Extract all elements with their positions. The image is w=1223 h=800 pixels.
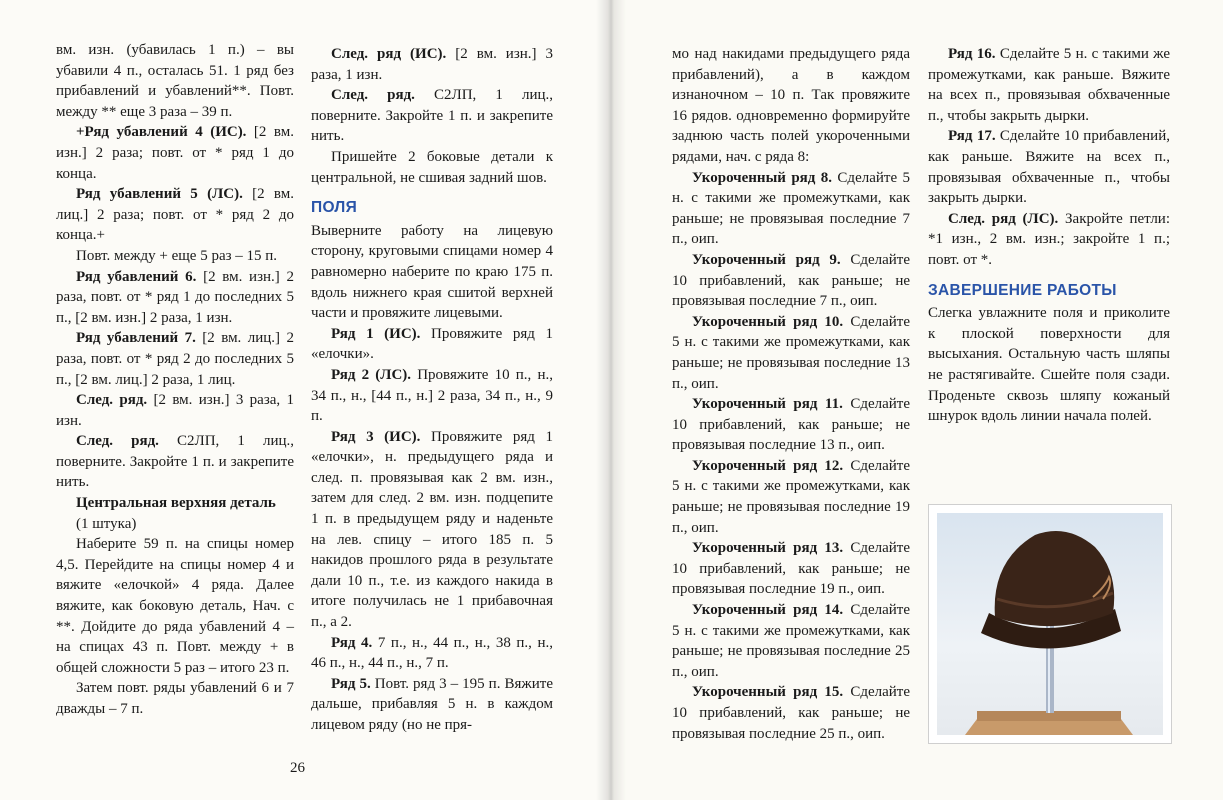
hat-photo <box>937 513 1163 735</box>
row-label: Ряд 3 (ИС). <box>331 428 421 445</box>
row-label: Укороченный ряд 13. <box>692 540 844 557</box>
row-label: След. ряд (ЛС). <box>948 210 1059 227</box>
paragraph: Слегка увлажните поля и приколите к плоской поверхности для высыхания. Остальную часть шляпы не растягивайте. Сшейте поля сзади. Проденьте сквозь шляпу кожаный шнурок вдоль линии начала полей. <box>928 305 1170 425</box>
row-label: +Ряд убавлений 4 (ИС). <box>76 124 247 141</box>
left-page-column-1 <box>56 40 294 720</box>
paragraph <box>672 538 910 600</box>
row-label: След. ряд. <box>331 87 415 104</box>
row-text: [2 вм. изн.] 3 раза, 1 изн. <box>311 46 553 83</box>
paragraph <box>56 328 294 390</box>
book-gutter <box>596 0 626 800</box>
section-subtitle: Центральная верхняя деталь <box>76 495 276 512</box>
paragraph <box>56 184 294 246</box>
row-text: Провяжите ряд 1 «елочки». <box>311 325 553 363</box>
row-text: Сделайте 5 н. с такими же промежутками, как раньше; не провязывая последние 25 п., оип. <box>672 602 910 680</box>
row-label: Ряд убавлений 5 (ЛС). <box>76 186 243 203</box>
row-text: Повт. ряд 3 – 195 п. Вяжите дальше, прибавляя 5 н. в каждом лицевом ряду (но не пря- <box>311 675 553 733</box>
paragraph: Затем повт. ряды убавлений 6 и 7 дважды – 7 п. <box>56 680 294 717</box>
paragraph <box>672 250 910 312</box>
paragraph <box>311 427 553 633</box>
row-label: Укороченный ряд 11. <box>692 396 843 413</box>
paragraph <box>311 365 553 427</box>
paragraph <box>311 674 553 736</box>
row-text: [2 вм. изн.] 3 раза, 1 изн. <box>56 392 295 429</box>
hat-crown <box>995 531 1115 626</box>
section-subtitle-note: (1 штука) <box>76 515 137 532</box>
row-label: След. ряд. <box>76 392 148 409</box>
row-text: Сделайте 5 н. с такими же промежутками, как раньше; не провязывая последние 19 п., оип. <box>672 457 910 536</box>
row-label: Укороченный ряд 10. <box>692 313 844 330</box>
row-text: 7 п., н., 44 п., н., 38 п., н., 46 п., н., 44 п., н., 7 п. <box>311 634 553 672</box>
row-label: Укороченный ряд 12. <box>692 457 844 474</box>
section-heading-brim: ПОЛЯ <box>311 199 358 217</box>
row-text: Сделайте 10 прибавлений, как раньше; не провязывая последние 25 п., оип. <box>672 684 910 742</box>
right-page-column-1 <box>672 44 910 744</box>
paragraph: вм. изн. (убавилась 1 п.) – вы убавили 4 п., осталась 51. 1 ряд без прибавлений и убавлений**. Повт. между ** еще 3 раза – 39 п. <box>56 42 294 120</box>
hat-photo-frame <box>928 504 1172 744</box>
row-text: Провяжите ряд 1 «елочки», н. предыдущего ряда и след. п. провязывая как 2 вм. изн., затем для след. 2 вм. изн. подцепите 1 п. в предыдущем ряду и наденьте на лев. спицу – итого 185 п. 5 накидов прошлого ряда в результате дали 10 п., т.е. из каждого накида в итоге получилась не 1 прибавочная п., а 2. <box>311 428 553 631</box>
paragraph <box>311 324 553 365</box>
row-text: Сделайте 10 прибавлений, как раньше; не провязывая последние 19 п., оип. <box>672 540 910 598</box>
paragraph <box>56 267 294 329</box>
row-label: Ряд 16. <box>948 46 996 62</box>
page-number: 26 <box>290 760 305 776</box>
paragraph <box>56 122 294 184</box>
paragraph: мо над накидами предыдущего ряда прибавлений), а в каждом изнаночном – 10 п. Так провяжите 16 рядов. одновременно формируйте заднюю часть полей укороченными рядами, нач. с ряда 8: <box>672 46 910 165</box>
row-label: Укороченный ряд 14. <box>692 602 844 619</box>
paragraph <box>56 390 294 431</box>
paragraph <box>928 44 1170 126</box>
paragraph: Выверните работу на лицевую сторону, круговыми спицами номер 4 равномерно наберите по краю 175 п. вдоль нижнего края сшитой верхней части и провяжите лицевыми. <box>311 222 553 322</box>
row-text: Сделайте 10 прибавлений, как раньше. Вяжите на всех п., провязывая обхваченные п., чтобы закрыть дырки. <box>928 128 1170 207</box>
paragraph <box>672 394 910 456</box>
paragraph <box>311 85 553 147</box>
hat-on-stand-illustration <box>937 513 1163 735</box>
row-label: След. ряд (ИС). <box>331 46 447 62</box>
row-label: След. ряд. <box>76 433 159 450</box>
row-label: Укороченный ряд 9. <box>692 251 841 268</box>
paragraph <box>928 126 1170 208</box>
row-text: Закройте петли: *1 изн., 2 вм. изн.; закройте 1 п.; повт. от *. <box>928 210 1170 268</box>
row-text: С2ЛП, 1 лиц., поверните. Закройте 1 п. и закрепите нить. <box>311 87 553 145</box>
left-page-column-2 <box>311 44 553 736</box>
stand-base <box>965 719 1133 735</box>
row-label: Ряд убавлений 6. <box>76 268 197 285</box>
row-label: Укороченный ряд 15. <box>692 684 844 701</box>
row-label: Ряд 17. <box>948 128 996 145</box>
row-label: Ряд 4. <box>331 634 373 651</box>
paragraph: Повт. между + еще 5 раз – 15 п. <box>76 247 278 264</box>
row-label: Укороченный ряд 8. <box>692 169 833 186</box>
paragraph <box>672 312 910 394</box>
row-text: [2 вм. лиц.] 2 раза, повт. от * ряд 2 до последних 5 п., [2 вм. лиц.] 2 раза, 1 лиц. <box>56 330 294 388</box>
row-text: С2ЛП, 1 лиц., поверните. Закройте 1 п. и закрепите нить. <box>56 433 294 491</box>
paragraph <box>672 600 910 682</box>
row-text: Сделайте 10 прибавлений, как раньше; не провязывая последние 7 п., оип. <box>672 251 910 310</box>
row-text: Сделайте 5 н. с такими же промежутками, как раньше; не провязывая последние 13 п., оип. <box>672 313 910 392</box>
right-page-column-2 <box>928 44 1170 427</box>
row-label: Ряд 1 (ИС). <box>331 325 421 342</box>
row-text: Провяжите 10 п., н., 34 п., н., [44 п., н.] 2 раза, 34 п., н., 9 п. <box>311 366 553 425</box>
paragraph <box>311 633 553 674</box>
row-text: Сделайте 5 н. с такими же промежутками, как раньше; не провязывая последние 7 п., оип. <box>672 169 910 248</box>
paragraph <box>672 168 910 250</box>
paragraph <box>311 44 553 85</box>
row-text: [2 вм. изн.] 2 раза; повт. от * ряд 1 до конца. <box>56 124 294 182</box>
paragraph: Наберите 59 п. на спицы номер 4,5. Перейдите на спицы номер 4 и вяжите «елочкой» 4 ряда. Далее вяжите, как боковую деталь, Нач. с **. Дойдите до ряда убавлений 4 – на спицах 43 п. Повт. между + в общей сложности 5 раз – итого 23 п. <box>56 536 294 676</box>
row-text: Сделайте 10 прибавлений, как раньше; не провязывая последние 13 п., оип. <box>672 396 910 454</box>
row-text: Сделайте 5 н. с такими же промежутками, как раньше. Вяжите на всех п., провязывая обхваченные п., чтобы закрыть дырки. <box>928 46 1170 124</box>
paragraph <box>672 456 910 538</box>
paragraph <box>672 682 910 744</box>
paragraph: Пришейте 2 боковые детали к центральной, не сшивая задний шов. <box>311 148 553 186</box>
row-text: [2 вм. лиц.] 2 раза; повт. от * ряд 2 до конца.+ <box>56 186 294 244</box>
row-label: Ряд 2 (ЛС). <box>331 366 412 383</box>
section-heading-finishing: ЗАВЕРШЕНИЕ РАБОТЫ <box>928 281 1117 299</box>
paragraph <box>56 431 294 493</box>
row-label: Ряд убавлений 7. <box>76 330 196 347</box>
paragraph <box>928 209 1170 271</box>
row-label: Ряд 5. <box>331 675 371 692</box>
row-text: [2 вм. изн.] 2 раза, повт. от * ряд 1 до последних 5 п., [2 вм. изн.] 2 раза, 1 изн. <box>56 268 294 326</box>
